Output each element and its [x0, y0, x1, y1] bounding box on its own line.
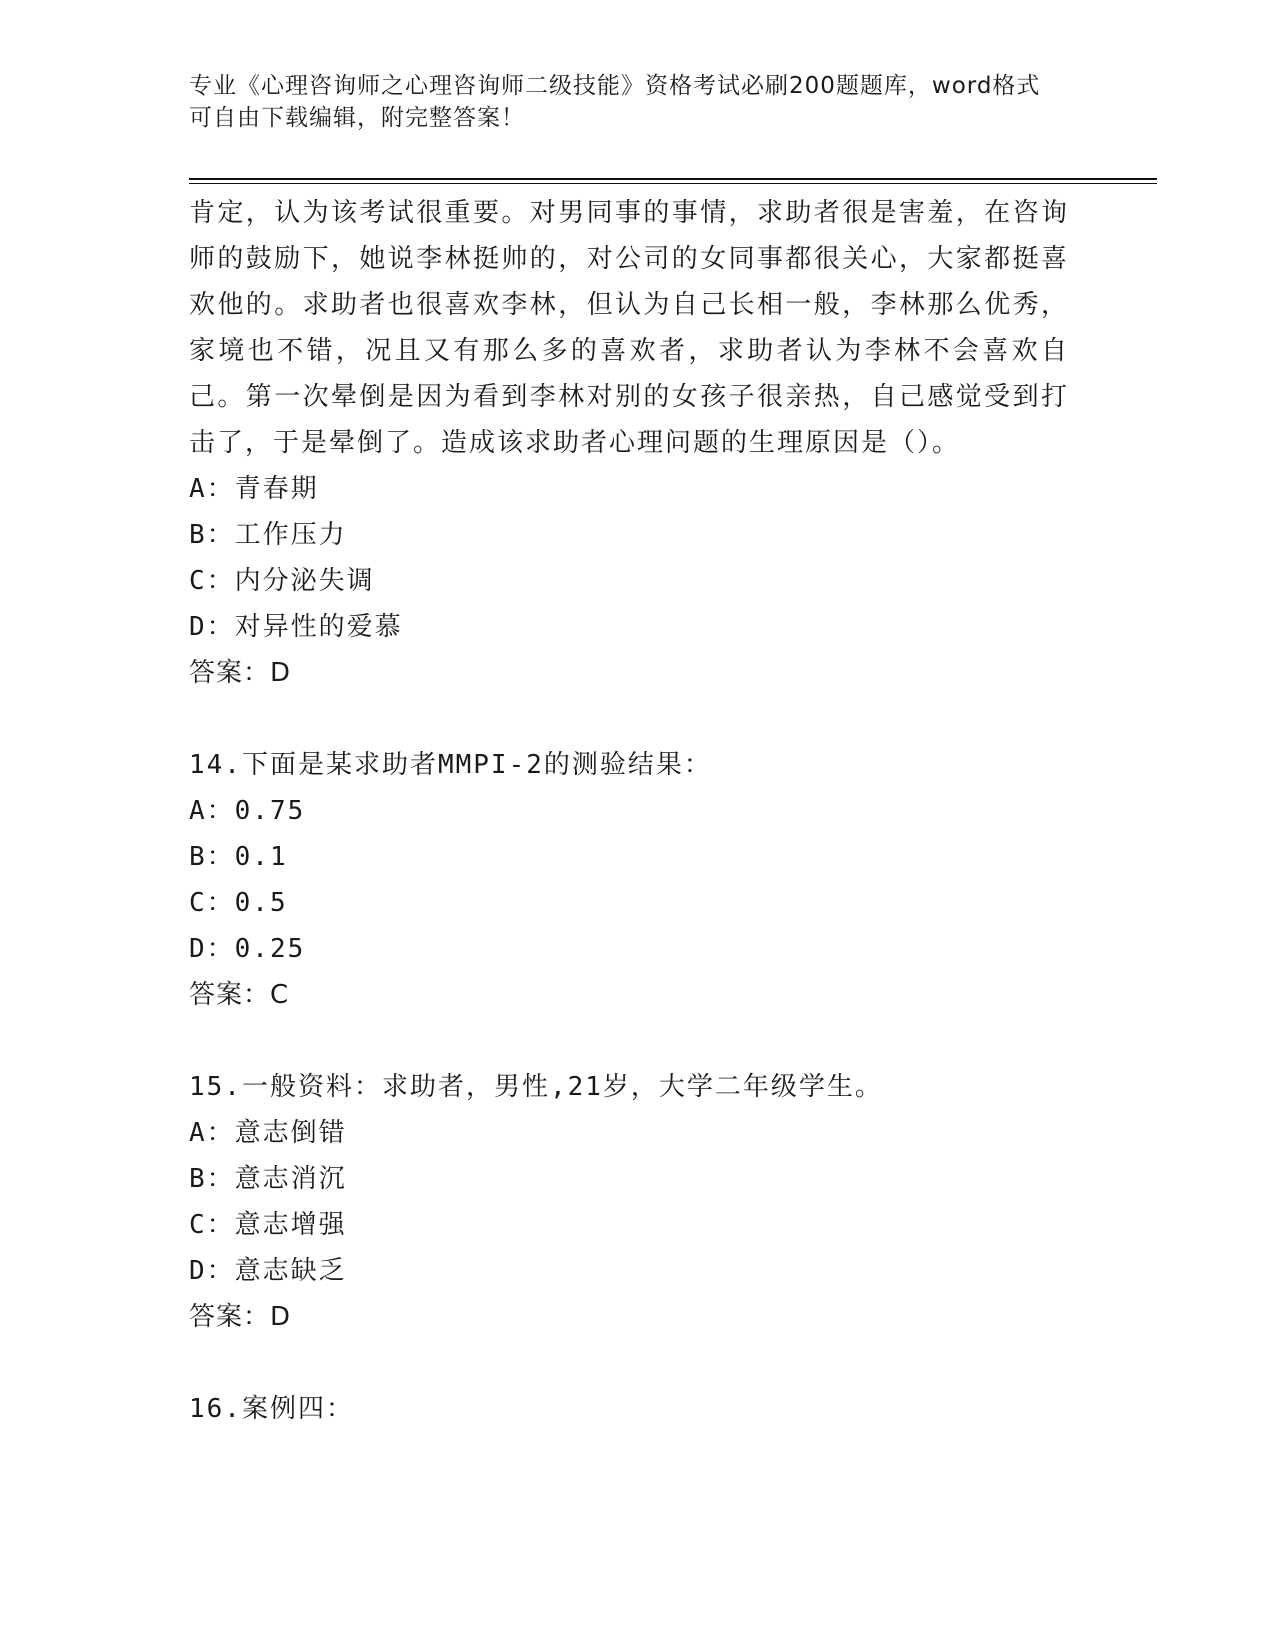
question-14-option-b: B：0.1 — [189, 842, 288, 872]
question-14-option-d: D：0.25 — [189, 934, 306, 964]
header-rule-thick — [189, 178, 1157, 180]
question-content — [189, 190, 1069, 1432]
question-15-answer: 答案：D — [189, 1302, 292, 1332]
header-line-2: 可自由下载编辑，附完整答案！ — [189, 105, 525, 131]
question-15 — [189, 1064, 1069, 1340]
question-13 — [189, 190, 1069, 696]
question-14-option-c: C：0.5 — [189, 888, 288, 918]
question-15-option-b: B：意志消沉 — [189, 1164, 347, 1194]
question-14 — [189, 742, 1069, 1018]
spacer — [189, 1340, 1069, 1386]
question-15-stem: 15.一般资料：求助者，男性,21岁，大学二年级学生。 — [189, 1072, 883, 1102]
question-13-option-c: C：内分泌失调 — [189, 566, 375, 596]
header-rule-thin — [189, 183, 1157, 184]
question-13-passage: 肯定，认为该考试很重要。对男同事的事情，求助者很是害羞，在咨询师的鼓励下，她说李林挺帅的，对公司的女同事都很关心，大家都挺喜欢他的。求助者也很喜欢李林，但认为自己长相一般，李林那么优秀，家境也不错，况且又有那么多的喜欢者，求助者认为李林不会喜欢自己。第一次晕倒是因为看到李林对别的女孩子很亲热，自己感觉受到打击了，于是晕倒了。造成该求助者心理问题的生理原因是（）。 — [189, 198, 1069, 458]
question-14-option-a: A：0.75 — [189, 796, 306, 826]
question-13-answer: 答案：D — [189, 658, 292, 688]
question-14-answer: 答案：C — [189, 980, 290, 1010]
question-15-option-d: D：意志缺乏 — [189, 1256, 347, 1286]
question-15-option-a: A：意志倒错 — [189, 1118, 347, 1148]
question-14-stem: 14.下面是某求助者MMPI-2的测验结果： — [189, 750, 712, 780]
question-15-option-c: C：意志增强 — [189, 1210, 347, 1240]
page-header — [189, 70, 1089, 134]
question-13-option-a: A：青春期 — [189, 474, 319, 504]
question-13-option-d: D：对异性的爱慕 — [189, 612, 403, 642]
question-16 — [189, 1386, 1069, 1432]
spacer — [189, 696, 1069, 742]
question-13-option-b: B：工作压力 — [189, 520, 347, 550]
spacer — [189, 1018, 1069, 1064]
question-16-stem: 16.案例四： — [189, 1394, 354, 1424]
header-line-1: 专业《心理咨询师之心理咨询师二级技能》资格考试必刷200题题库，word格式 — [189, 73, 1041, 99]
